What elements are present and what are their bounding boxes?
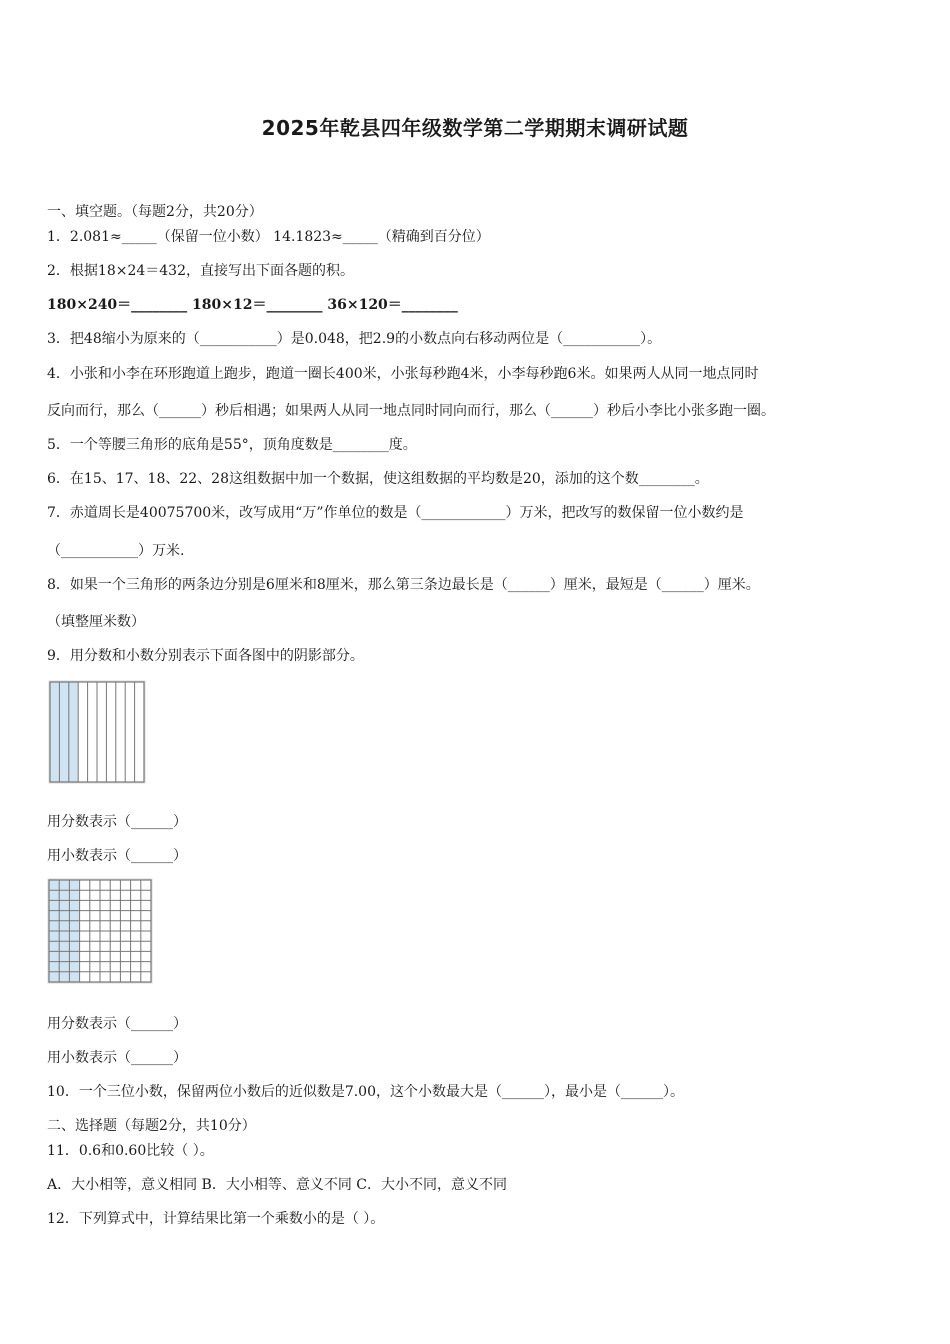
- question-1: 1．2.081≈_____（保留一位小数） 14.1823≈_____（精确到百分位）: [47, 229, 490, 245]
- figure-2-square-grid: [47, 878, 153, 984]
- figure-1-shaded-column: [69, 682, 78, 782]
- question-8-line1: 8．如果一个三角形的两条边分别是6厘米和8厘米，那么第三条边最长是（______）厘米，最短是（______）厘米。: [47, 577, 760, 593]
- question-3: 3．把48缩小为原来的（___________）是0.048，把2.9的小数点向右移动两位是（___________）。: [47, 331, 662, 347]
- figure-1-strip-grid: [48, 680, 146, 784]
- section1-heading: 一、填空题。（每题2分，共20分）: [47, 204, 263, 220]
- question-4-line2: 反向而行，那么（______）秒后相遇；如果两人从同一地点同时同向而行，那么（______）秒后小李比小张多跑一圈。: [47, 403, 775, 419]
- question-7-line1: 7．赤道周长是40075700米，改写成用“万”作单位的数是（____________）万米，把改写的数保留一位小数约是: [47, 505, 744, 521]
- figure-2-fraction-answer: 用分数表示（______）: [47, 1016, 187, 1032]
- question-12: 12．下列算式中，计算结果比第一个乘数小的是（ ）。: [47, 1211, 385, 1227]
- question-11-options: A．大小相等，意义相同 B．大小相等、意义不同 C．大小不同，意义不同: [47, 1177, 508, 1193]
- question-2-text: 2．根据18×24＝432，直接写出下面各题的积。: [47, 263, 354, 279]
- question-7-line2: （___________）万米.: [47, 543, 185, 559]
- question-10: 10．一个三位小数，保留两位小数后的近似数是7.00，这个小数最大是（______），最小是（______）。: [47, 1084, 684, 1100]
- question-5: 5．一个等腰三角形的底角是55°，顶角度数是________度。: [47, 437, 417, 453]
- question-8-line2: （填整厘米数）: [47, 614, 145, 630]
- figure-1-shaded-column: [59, 682, 68, 782]
- question-4-line1: 4．小张和小李在环形跑道上跑步，跑道一圈长400米，小张每秒跑4米，小李每秒跑6米。如果两人从同一地点同时: [47, 366, 759, 382]
- section2-heading: 二、选择题（每题2分，共10分）: [47, 1118, 256, 1134]
- question-11: 11．0.6和0.60比较（ ）。: [47, 1143, 214, 1159]
- question-9: 9．用分数和小数分别表示下面各图中的阴影部分。: [47, 648, 364, 664]
- page-title: 2025年乾县四年级数学第二学期期末调研试题: [261, 116, 689, 140]
- figure-1-decimal-answer: 用小数表示（______）: [47, 848, 187, 864]
- question-2-items: 180×240＝________ 180×12＝________ 36×120＝________: [47, 297, 458, 313]
- figure-1-shaded-column: [50, 682, 59, 782]
- question-6: 6．在15、17、18、22、28这组数据中加一个数据，使这组数据的平均数是20，添加的这个数________。: [47, 471, 709, 487]
- figure-1-fraction-answer: 用分数表示（______）: [47, 814, 187, 830]
- figure-2-decimal-answer: 用小数表示（______）: [47, 1050, 187, 1066]
